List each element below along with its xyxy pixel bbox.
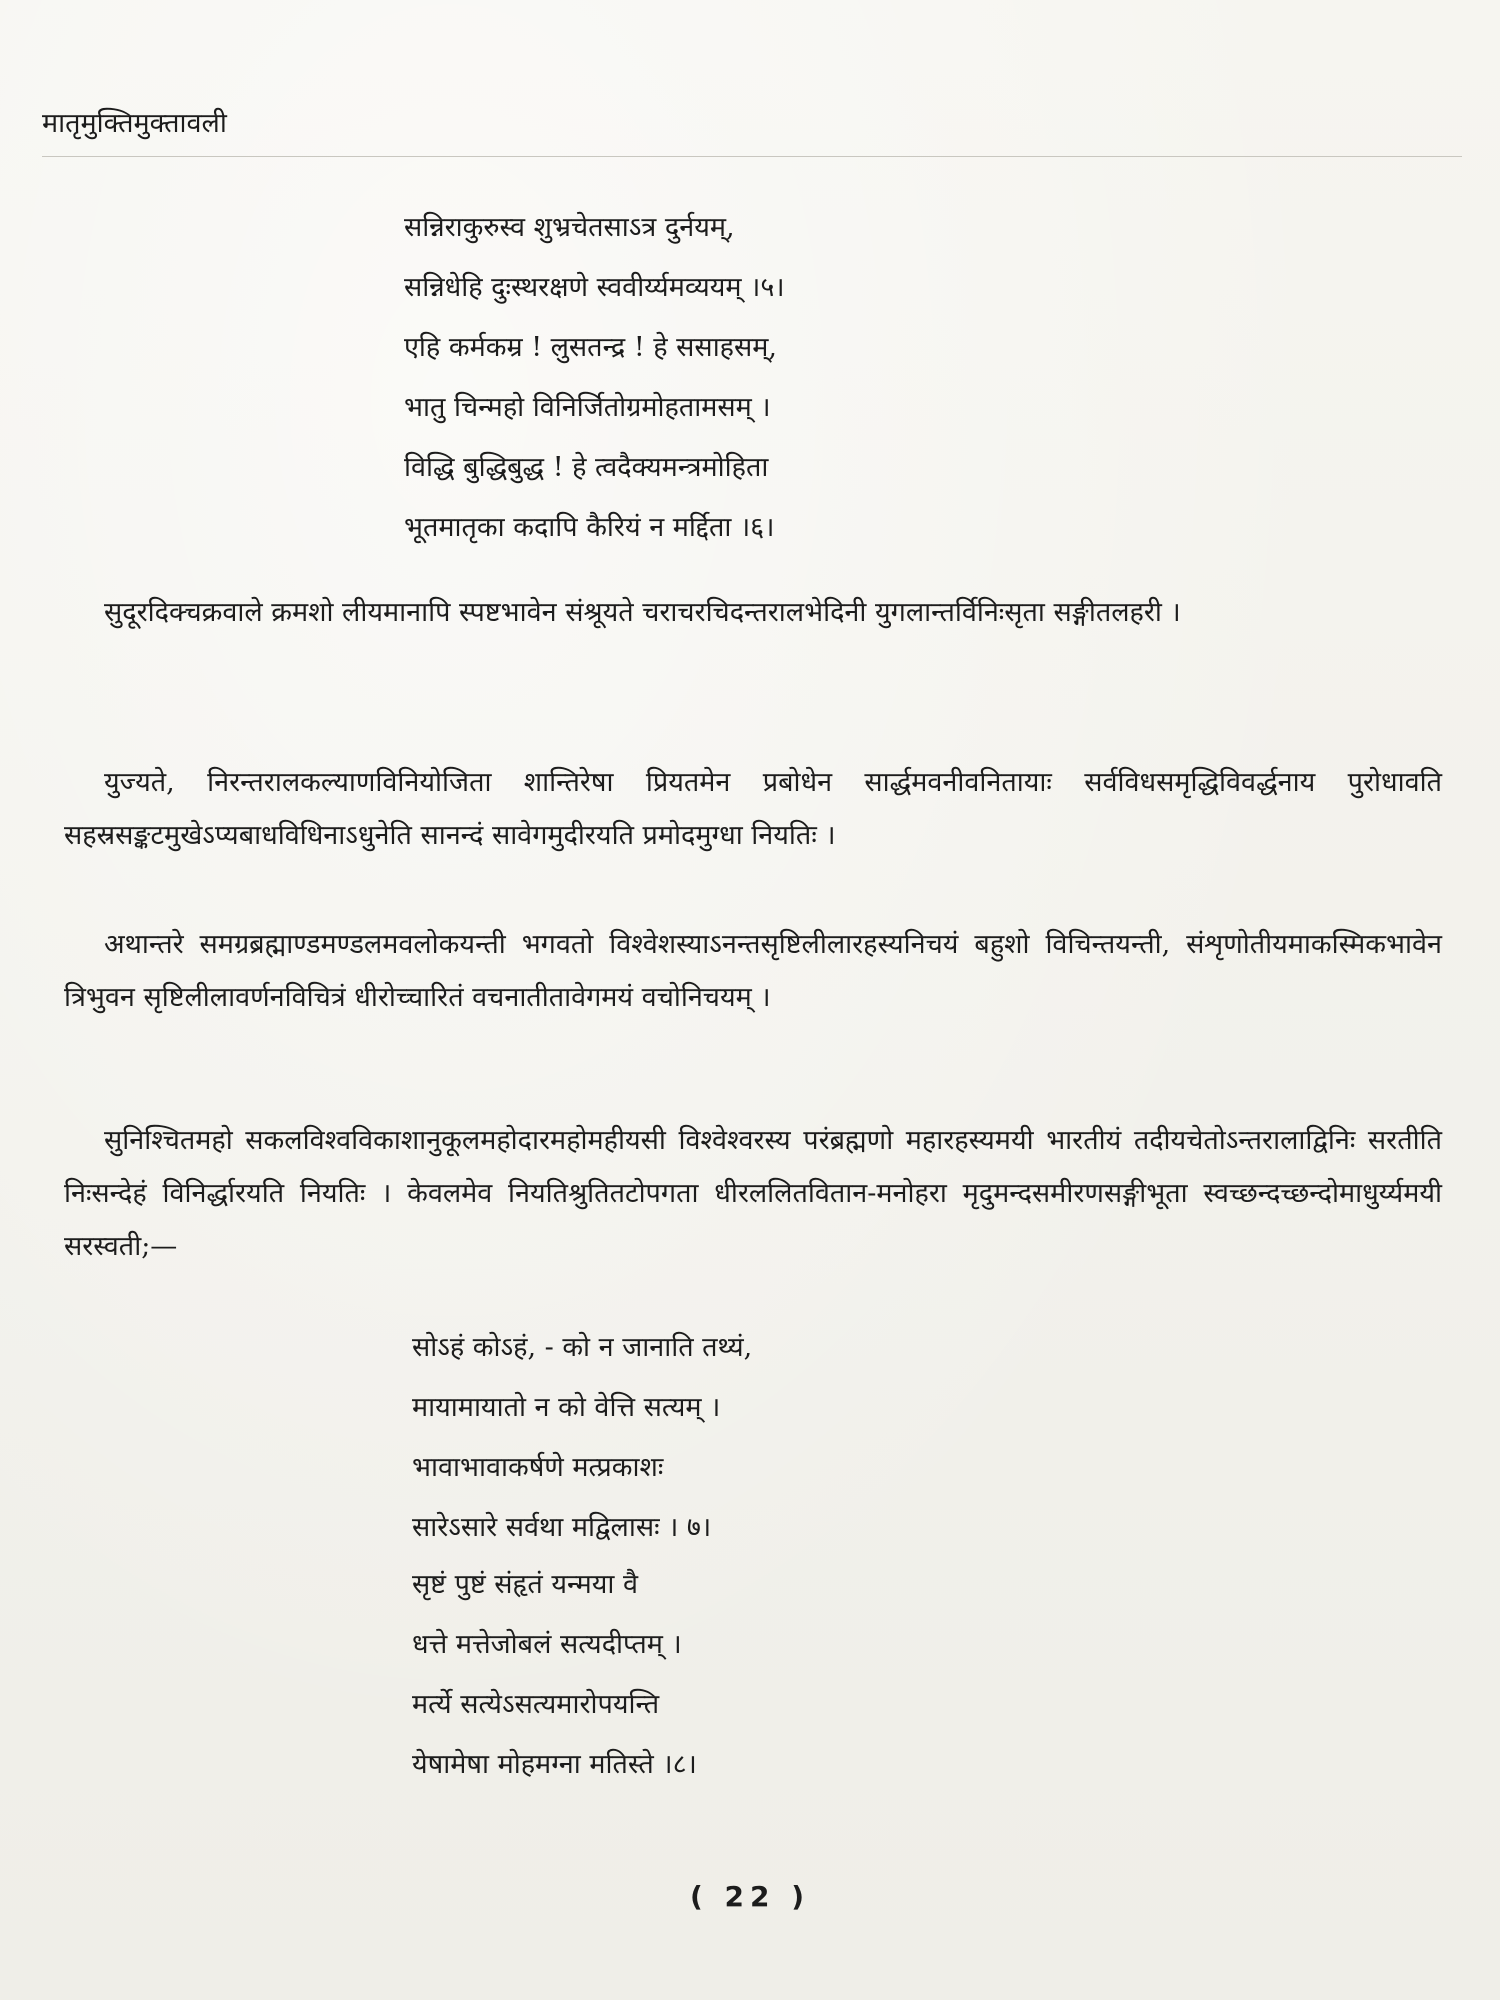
verse-line: सन्निधेहि दुःस्थरक्षणे स्ववीर्य्यमव्ययम् ।५। [404, 272, 785, 303]
prose-paragraph-4: सुनिश्चितमहो सकलविश्वविकाशानुकूलमहोदारमहोमहीयसी विश्वेश्वरस्य परंब्रह्मणो महारहस्यमयी भारतीयं तदीयचेतोऽन्तरालाद्विनिः सरतीति निःसन्देहं विनिर्द्धारयति नियतिः । केवलमेव नियतिश्रुतितटोपगता धीरललितवितान-मनोहरा मृदुमन्दसमीरणसङ्गीभूता स्वच्छन्दच्छन्दोमाधुर्य्यमयी सरस्वती;— [64, 1125, 1442, 1262]
verse-line: सारेऽसारे सर्वथा मद्विलासः । ७। [412, 1512, 712, 1543]
prose-paragraph-3: अथान्तरे समग्रब्रह्माण्डमण्डलमवलोकयन्ती भगवतो विश्वेशस्याऽनन्तसृष्टिलीलारहस्यनिचयं बहुशो विचिन्तयन्ती, संशृणोतीयमाकस्मिकभावेन त्रिभुवन सृष्टिलीलावर्णनविचित्रं धीरोच्चारितं वचनातीतावेगमयं वचोनिचयम् । [64, 929, 1442, 1013]
verse-line: मायामायातो न को वेत्ति सत्यम् । [412, 1392, 721, 1423]
verse-block-8 [412, 1555, 697, 1795]
verse-block-5-6 [404, 198, 785, 558]
verse-line: भावाभावाकर्षणे मत्प्रकाशः [412, 1452, 664, 1483]
verse-line: मर्त्ये सत्येऽसत्यमारोपयन्ति [412, 1689, 660, 1720]
page-number: ( 22 ) [689, 1880, 811, 1913]
verse-line: येषामेषा मोहमग्ना मतिस्ते ।८। [412, 1749, 697, 1780]
verse-line: सृष्टं पुष्टं संहृतं यन्मया वै [412, 1569, 639, 1600]
verse-line: सन्निराकुरुस्व शुभ्रचेतसाऽत्र दुर्नयम्, [404, 212, 735, 243]
prose-paragraph-2: युज्यते, निरन्तरालकल्याणविनियोजिता शान्तिरेषा प्रियतमेन प्रबोधेन सार्द्धमवनीवनितायाः सर्वविधसमृद्धिविवर्द्धनाय पुरोधावति सहस्रसङ्कटमुखेऽप्यबाधविधिनाऽधुनेति सानन्दं सावेगमुदीरयति प्रमोदमुग्धा नियतिः । [64, 767, 1442, 851]
verse-block-7 [412, 1318, 752, 1558]
verse-line: सोऽहं कोऽहं, - को न जानाति तथ्यं, [412, 1332, 753, 1363]
verse-line: भूतमातृका कदापि कैरियं न मर्द्दिता ।६। [404, 512, 775, 543]
running-title: मातृमुक्तिमुक्तावली [42, 108, 227, 139]
header-rule [42, 156, 1462, 157]
prose-paragraph-1: सुदूरदिक्चक्रवाले क्रमशो लीयमानापि स्पष्टभावेन संश्रूयते चराचरचिदन्तरालभेदिनी युगलान्तर्विनिःसृता सङ्गीतलहरी । [104, 597, 1181, 628]
verse-line: विद्धि बुद्धिबुद्ध ! हे त्वदैक्यमन्त्रमोहिता [404, 452, 769, 483]
verse-line: एहि कर्मकम्र ! लुसतन्द्र ! हे ससाहसम्, [404, 332, 777, 363]
verse-line: धत्ते मत्तेजोबलं सत्यदीप्तम् । [412, 1629, 682, 1660]
verse-line: भातु चिन्महो विनिर्जितोग्रमोहतामसम् । [404, 392, 771, 423]
